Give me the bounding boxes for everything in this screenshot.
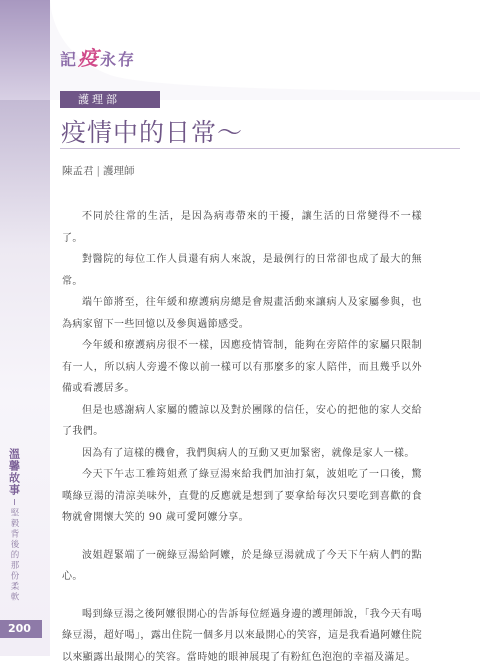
sidebar-section-label bbox=[6, 448, 22, 603]
series-char-2: 疫 bbox=[78, 42, 98, 71]
sidebar-title: 溫馨故事 bbox=[8, 448, 21, 496]
author-role: 護理師 bbox=[103, 165, 135, 177]
paragraph-7: 今天下午志工雅筠姐煮了綠豆湯來給我們加油打氣，波姐吃了一口後，驚嘆綠豆湯的清涼美味外，直覺的反應就是想到了要拿給每次只要吃到喜歡的食物就會開懷大笑的 90 歲可愛阿嬤分享。 bbox=[62, 464, 422, 529]
series-char-3: 永 bbox=[100, 47, 116, 70]
paragraph-8: 波姐趕緊端了一碗綠豆湯給阿嬤，於是綠豆湯就成了今天下午病人們的點心。 bbox=[62, 545, 422, 588]
page-number: 200 bbox=[8, 620, 31, 638]
author-line bbox=[62, 163, 135, 178]
paragraph-3: 端午節將至，往年緩和療護病房總是會規畫活動來讓病人及家屬參與，也為病家留下一些回憶以及參與過節感受。 bbox=[62, 292, 422, 335]
sidebar-separator bbox=[14, 499, 15, 505]
author-name: 陳孟君 bbox=[62, 165, 94, 177]
paragraph-9: 喝到綠豆湯之後阿嬤很開心的告訴每位經過身邊的護理師說，「我今天有喝綠豆湯，超好喝」，露出住院一個多月以來最開心的笑容，這是我看過阿嬤住院以來顯露出最開心的笑容。當時她的眼神展現了有粉紅色泡泡的幸福及滿足。 bbox=[62, 604, 422, 668]
department-label: 護理部 bbox=[60, 91, 160, 108]
series-char-1: 記 bbox=[60, 47, 76, 70]
paragraph-6: 因為有了這樣的機會，我們與病人的互動又更加緊密，就像是家人一樣。 bbox=[62, 443, 422, 465]
series-char-4: 存 bbox=[118, 47, 134, 70]
series-logo bbox=[60, 42, 134, 64]
paragraph-4: 今年緩和療護病房很不一樣，因應疫情管制，能夠在旁陪伴的家屬只限制有一人，所以病人旁邊不像以前一樣可以有那麼多的家人陪伴，而且幾乎以外備或看護居多。 bbox=[62, 335, 422, 400]
page-title: 疫情中的日常～ bbox=[61, 113, 243, 149]
article-body bbox=[62, 206, 422, 668]
title-divider bbox=[60, 148, 460, 149]
paragraph-5: 但是也感謝病人家屬的體諒以及對於團隊的信任，安心的把他的家人交給了我們。 bbox=[62, 400, 422, 443]
author-separator: | bbox=[97, 165, 101, 177]
paragraph-1: 不同於往常的生活，是因為病毒帶來的干擾，讓生活的日常變得不一樣了。 bbox=[62, 206, 422, 249]
sidebar-subtitle: 堅毅背後的那份柔軟 bbox=[9, 508, 19, 603]
paragraph-2: 對醫院的每位工作人員還有病人來說，是最例行的日常卻也成了最大的無常。 bbox=[62, 249, 422, 292]
